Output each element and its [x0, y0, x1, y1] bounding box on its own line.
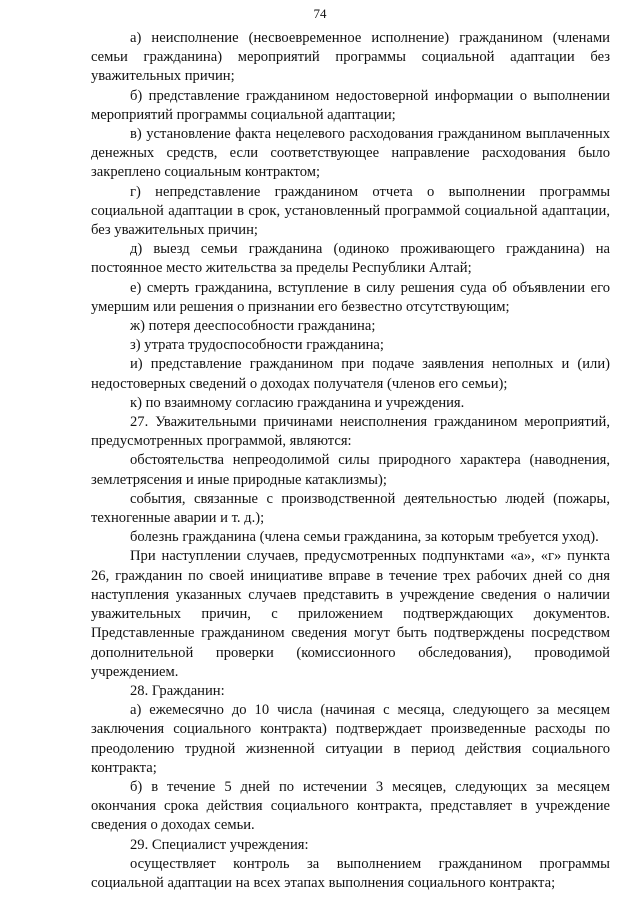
paragraph-26a: а) неисполнение (несвоевременное исполнение) гражданином (членами семьи гражданина) мероприятий программы социальной адаптации без уважительных причин;: [91, 30, 610, 85]
paragraph-26z: з) утрата трудоспособности гражданина;: [130, 337, 384, 354]
paragraph-27-events: события, связанные с производственной деятельностью людей (пожары, техногенные аварии и т. д.);: [91, 490, 610, 527]
paragraph-26v: в) установление факта нецелевого расходования гражданином выплаченных денежных средств, если соответствующее направление расходования было закреплено социальным контрактом;: [91, 126, 610, 181]
paragraph-27: 27. Уважительными причинами неисполнения гражданином мероприятий, предусмотренных программой, являются:: [91, 414, 610, 450]
paragraph-28: 28. Гражданин:: [130, 682, 225, 699]
page-number: 74: [313, 6, 327, 21]
paragraph-29-control: осуществляет контроль за выполнением гражданином программы социальной адаптации на всех этапах выполнения социального контракта;: [91, 855, 610, 891]
document-body: [91, 29, 610, 893]
paragraph-26e: е) смерть гражданина, вступление в силу решения суда об объявлении его умершим или решения о признании его безвестно отсутствующим;: [91, 279, 610, 315]
paragraph-28a: а) ежемесячно до 10 числа (начиная с месяца, следующего за месяцем заключения социального контракта) подтверждает произведенные расходы по преодолению трудной жизненной ситуации в период действия социального контракта;: [91, 702, 610, 776]
paragraph-27-procedure: При наступлении случаев, предусмотренных подпунктами «а», «г» пункта 26, гражданин по своей инициативе вправе в течение трех рабочих дней со дня наступления указанных случаев представить в учреждение сведения о наличии уважительных причин, с приложением подтверждающих документов. Представленные гражданином сведения могут быть подтверждены посредством дополнительной проверки (комиссионного обследования), проводимой учреждением.: [91, 548, 610, 680]
paragraph-29: 29. Специалист учреждения:: [130, 836, 309, 853]
paragraph-26g: г) непредставление гражданином отчета о выполнении программы социальной адаптации в срок, установленный программой социальной адаптации, без уважительных причин;: [91, 183, 610, 239]
paragraph-26d: д) выезд семьи гражданина (одиноко проживающего гражданина) на постоянное место жительства за пределы Республики Алтай;: [91, 241, 610, 277]
paragraph-27-force-majeure: обстоятельства непреодолимой силы природного характера (наводнения, землетрясения и иные природные катаклизмы);: [91, 452, 610, 488]
paragraph-28b: б) в течение 5 дней по истечении 3 месяцев, следующих за месяцем окончания срока действия социального контракта, представляет в учреждение сведения о доходах семьи.: [91, 778, 610, 834]
paragraph-26i: и) представление гражданином при подаче заявления неполных и (или) недостоверных сведений о доходах получателя (членов его семьи);: [91, 356, 610, 392]
paragraph-26b: б) представление гражданином недостоверной информации о выполнении мероприятий программы социальной адаптации;: [91, 87, 610, 123]
paragraph-27-illness: болезнь гражданина (члена семьи гражданина, за которым требуется уход).: [130, 529, 599, 546]
paragraph-26k: к) по взаимному согласию гражданина и учреждения.: [130, 394, 465, 411]
paragraph-26zh: ж) потеря дееспособности гражданина;: [130, 318, 376, 335]
